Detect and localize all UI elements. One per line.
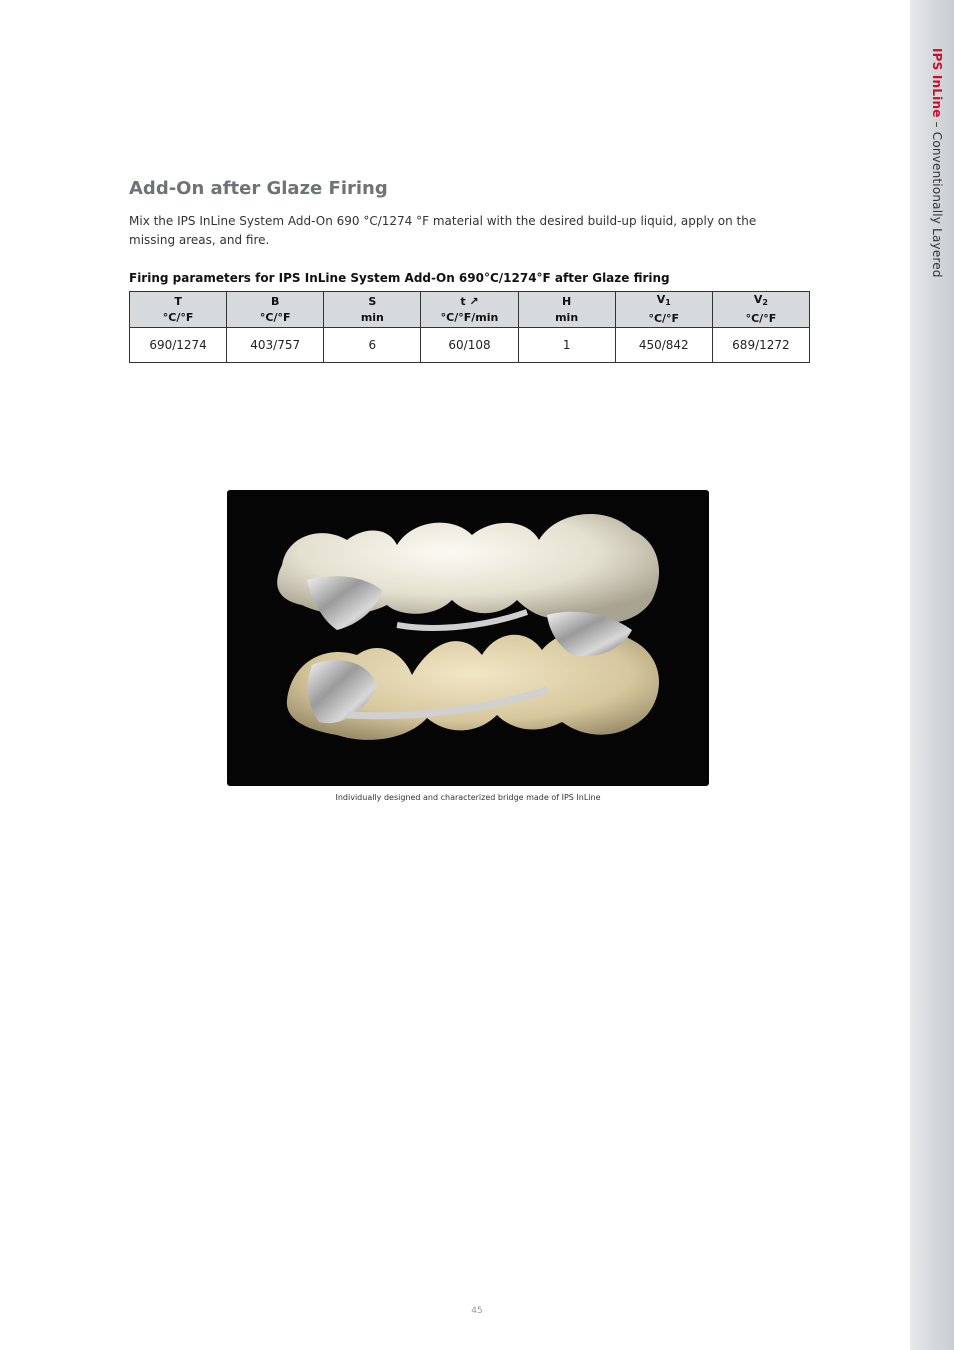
column-header [421, 292, 518, 328]
column-subscript: 1 [665, 298, 671, 307]
table-header-row [130, 292, 810, 328]
table-row [130, 328, 810, 363]
column-header [712, 292, 809, 328]
column-unit: °C/°F [745, 312, 777, 325]
column-header [130, 292, 227, 328]
column-unit: °C/°F/min [440, 310, 499, 324]
page-number: 45 [471, 1306, 483, 1316]
column-unit: °C/°F [648, 312, 680, 325]
table-cell: 690/1274 [130, 328, 227, 363]
dental-bridge-photo [227, 490, 709, 786]
bridge-illustration [227, 490, 709, 786]
sidebar-title [930, 48, 944, 278]
column-symbol: H [562, 294, 572, 308]
column-unit: °C/°F [162, 310, 194, 324]
table-cell: 60/108 [421, 328, 518, 363]
column-unit: °C/°F [259, 310, 291, 324]
column-symbol: V [656, 293, 666, 306]
intro-paragraph: Mix the IPS InLine System Add-On 690 °C/1274 °F material with the desired build-up liquid, apply on the missing areas, and fire. [129, 214, 757, 247]
table-cell: 1 [518, 328, 615, 363]
column-unit: min [555, 310, 579, 324]
section-title: Add-On after Glaze Firing [129, 178, 388, 199]
column-subscript: 2 [762, 298, 768, 307]
table-cell: 689/1272 [712, 328, 809, 363]
column-header [615, 292, 712, 328]
column-symbol: B [271, 294, 280, 308]
table-caption: Firing parameters for IPS InLine System Add-On 690°C/1274°F after Glaze firing [129, 271, 670, 285]
brand-name: IPS InLine [930, 48, 944, 118]
column-symbol: t ↗ [460, 294, 479, 308]
firing-parameters-table [129, 291, 810, 363]
column-header [518, 292, 615, 328]
table-cell: 6 [324, 328, 421, 363]
table-cell: 450/842 [615, 328, 712, 363]
table-cell: 403/757 [227, 328, 324, 363]
figure-caption: Individually designed and characterized bridge made of IPS InLine [335, 793, 601, 802]
column-header [227, 292, 324, 328]
column-unit: min [360, 310, 384, 324]
column-header [324, 292, 421, 328]
column-symbol: S [368, 294, 377, 308]
column-symbol: V [753, 293, 763, 306]
sidebar-subtitle: – Conventionally Layered [930, 117, 944, 278]
column-symbol: T [174, 294, 182, 308]
